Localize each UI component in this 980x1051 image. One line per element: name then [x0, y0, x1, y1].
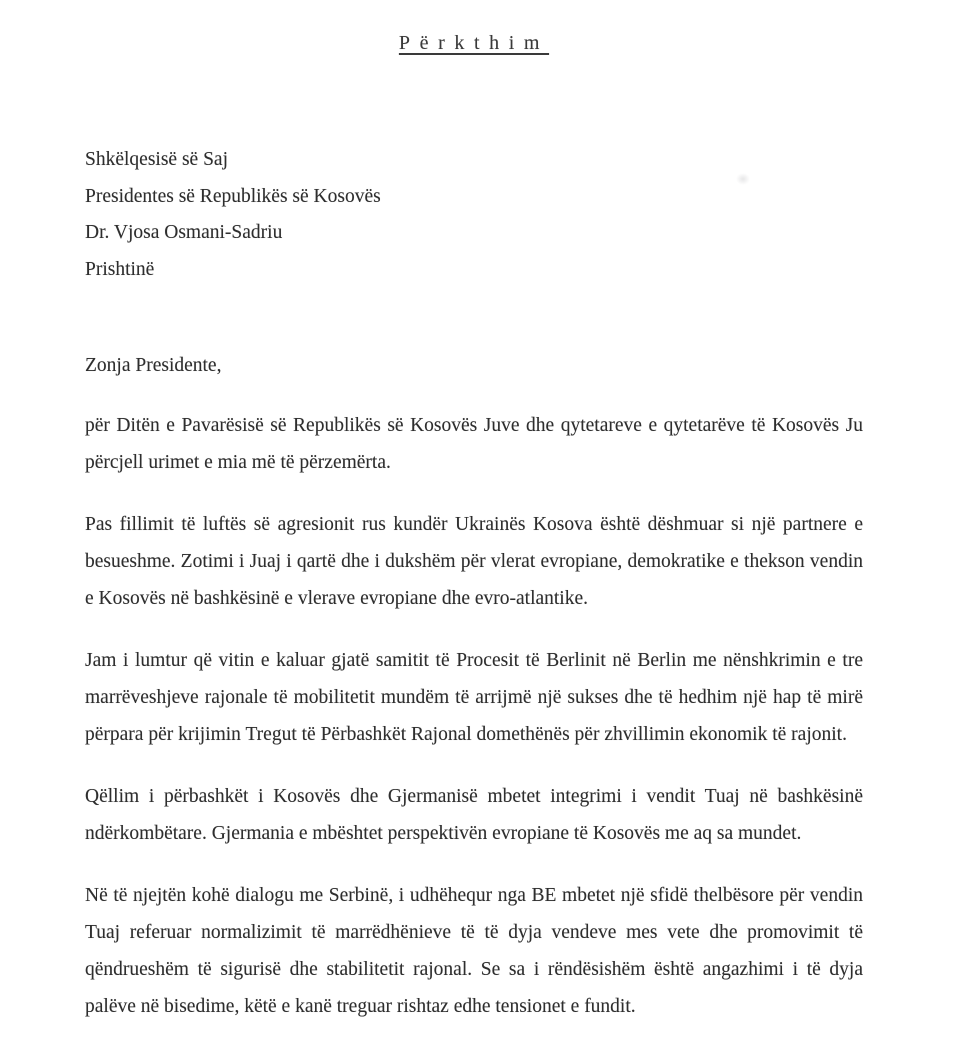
recipient-address-block — [85, 142, 863, 288]
salutation: Zonja Presidente, — [85, 355, 222, 376]
paragraph-germany-support: Qëllim i përbashkët i Kosovës dhe Gjermanisë mbetet integrimi i vendit Tuaj në bashkësinë ndërkombëtare. Gjermania e mbështet perspektivën evropiane të Kosovës me aq sa mundet. — [85, 786, 863, 844]
recipient-line-city: Prishtinë — [85, 258, 155, 280]
recipient-line-office: Presidentes së Republikës së Kosovës — [85, 185, 381, 207]
letter-content — [85, 0, 863, 1025]
paragraph-serbia-dialogue: Në të njejtën kohë dialogu me Serbinë, i udhëhequr nga BE mbetet një sfidë thelbësore për vendin Tuaj referuar normalizimit të marrëdhënieve të të dyja vendeve mes vete dhe promovimit të qëndrueshëm të sigurisë dhe stabilitetit rajonal. Se sa i rëndësishëm është angazhimi i të dyja palëve në bisedime, këtë e kanë treguar rishtaz edhe tensionet e fundit. — [85, 885, 863, 1017]
paragraph-ukraine-partnership: Pas fillimit të luftës së agresionit rus kundër Ukrainës Kosova është dëshmuar si një partnere e besueshme. Zotimi i Juaj i qartë dhe i dukshëm për vlerat evropiane, demokratike e thekson vendin e Kosovës në bashkësinë e vlerave evropiane dhe evro-atlantike. — [85, 514, 863, 609]
recipient-line-honorific: Shkëlqesisë së Saj — [85, 149, 228, 170]
document-title: Përkthim — [398, 32, 550, 54]
paragraph-greetings: për Ditën e Pavarësisë së Republikës së Kosovës Juve dhe qytetareve e qytetarëve të Kosovës Ju përcjell urimet e mia më të përzemërta. — [85, 415, 863, 473]
recipient-line-name: Dr. Vjosa Osmani-Sadriu — [85, 222, 283, 243]
paragraph-berlin-process: Jam i lumtur që vitin e kaluar gjatë samitit të Procesit të Berlinit në Berlin me nënshkrimin e tre marrëveshjeve rajonale të mobilitetit mundëm të arrijmë një sukses dhe të hedhim një hap të mirë përpara për krijimin Tregut të Përbashkët Rajonal domethënës për zhvillimin ekonomik të rajonit. — [85, 650, 863, 745]
letter-body — [85, 407, 863, 1025]
